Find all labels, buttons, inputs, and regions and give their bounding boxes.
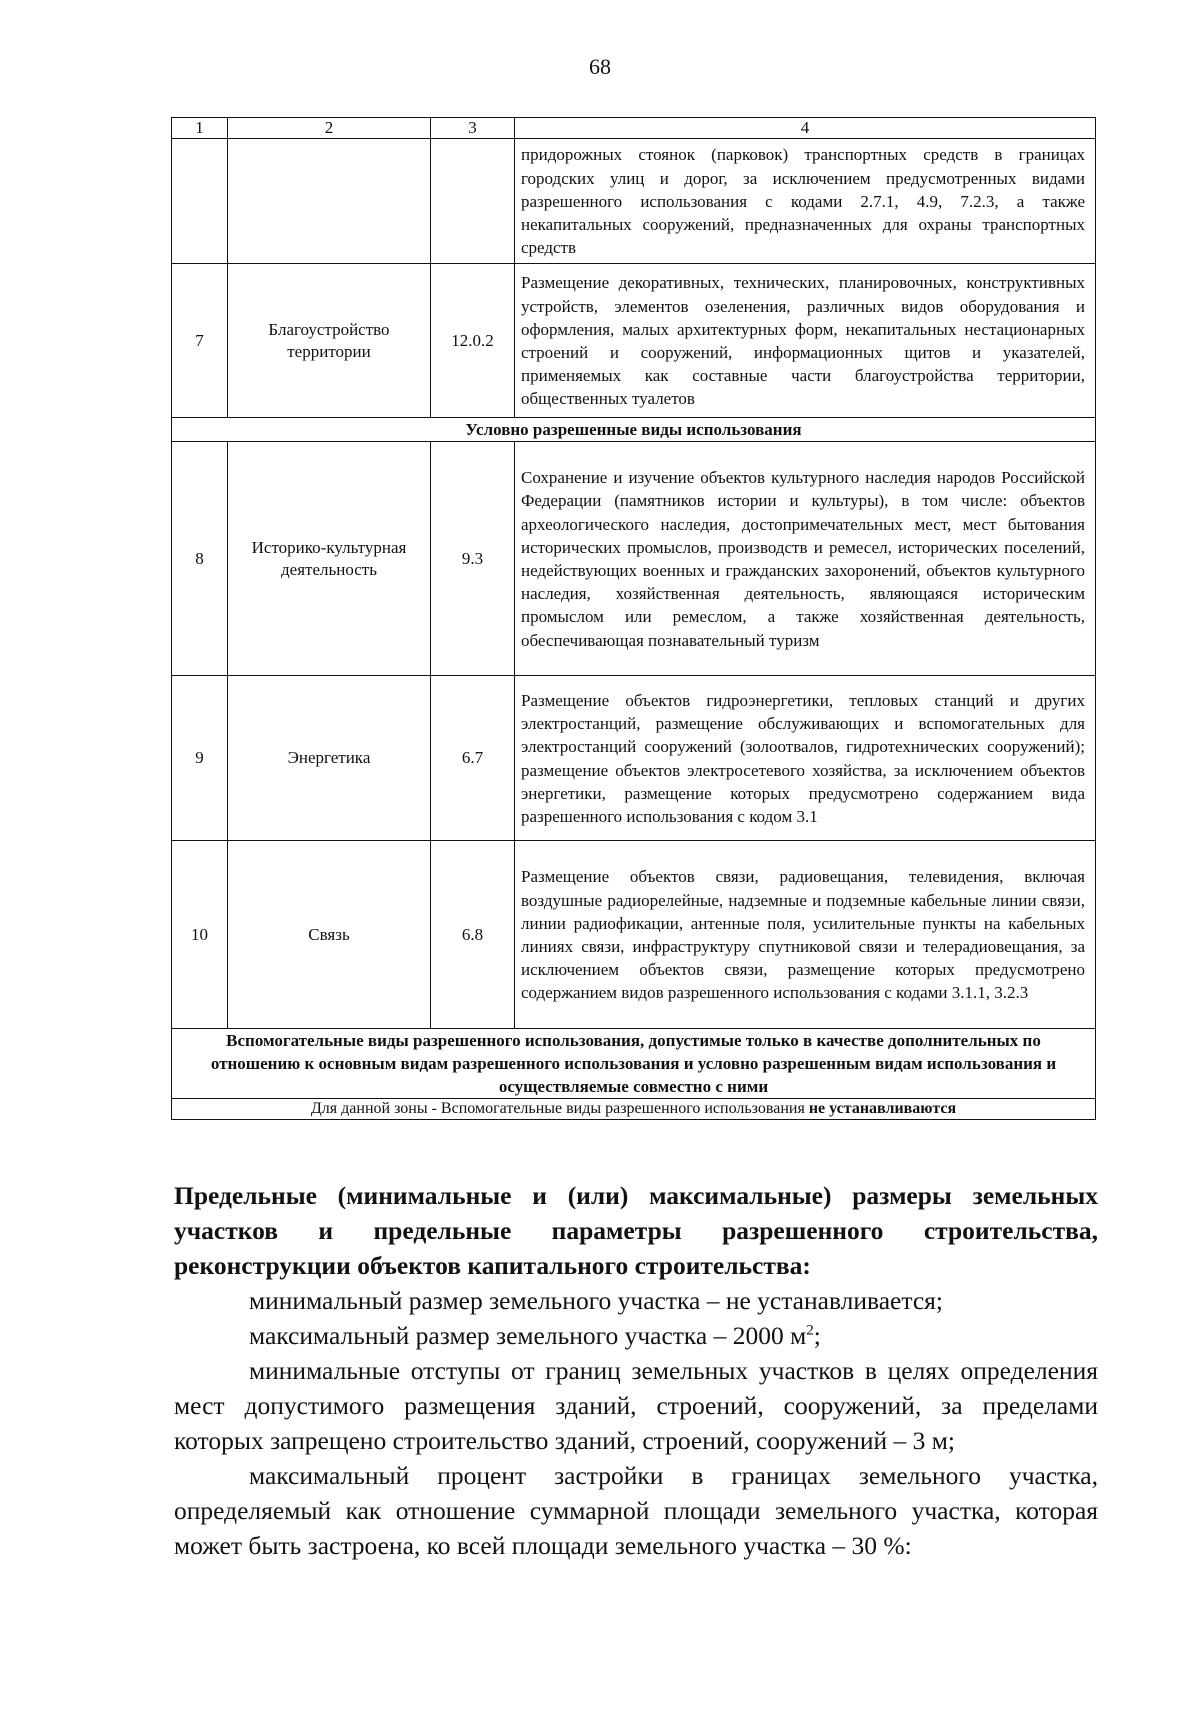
table-row <box>172 139 1096 264</box>
header-cell-1: 1 <box>172 118 228 139</box>
table-row <box>172 841 1096 1029</box>
max-plot-size <box>174 1318 1098 1353</box>
use-code: 6.7 <box>431 676 515 841</box>
limits-heading: Предельные (минимальные и (или) максимальные) размеры земельных участков и предельные параметры разрешенного строительства, реконструкции объектов капитального строительства: <box>174 1181 1098 1280</box>
use-description: Сохранение и изучение объектов культурного наследия народов Российской Федерации (памятников истории и культуры), в том числе: объектов археологического наследия, достопримечательных мест, мест бытования исторических промыслов, производств и ремесел, исторических поселений, недействующих военных и гражданских захоронений, объектов культурного наследия, хозяйственная деятельность, являющаяся историческим промыслом или ремеслом, а также хозяйственная деятельность, обеспечивающая познавательный туризм <box>515 442 1096 676</box>
section-auxiliary-title: Вспомогательные виды разрешенного использования, допустимые только в качестве дополнительных по отношению к основным видам разрешенного использования и условно разрешенным видам использования и осуществляемые совместно с ними <box>172 1029 1096 1099</box>
header-cell-4: 4 <box>515 118 1096 139</box>
permitted-use-table <box>171 117 1096 1120</box>
table-row <box>172 264 1096 418</box>
max-plot-size-text: максимальный размер земельного участка – 2000 м <box>249 1321 807 1350</box>
row-number <box>172 139 228 264</box>
use-code: 12.0.2 <box>431 264 515 418</box>
use-description: Размещение объектов связи, радиовещания, телевидения, включая воздушные радиорелейные, надземные и подземные кабельные линии связи, линии радиофикации, антенные поля, усилительные пункты на кабельных линиях связи, инфраструктуру спутниковой связи и телерадиовещания, за исключением объектов связи, размещение которых предусмотрено содержанием видов разрешенного использования с кодами 3.1.1, 3.2.3 <box>515 841 1096 1029</box>
table-header-row <box>172 118 1096 139</box>
zone-note-emphasis: не устанавливаются <box>808 1100 957 1117</box>
use-name: Благоустройство территории <box>228 264 431 418</box>
max-coverage: максимальный процент застройки в границах земельного участка, определяемый как отношение суммарной площади земельного участка, которая может быть застроена, ко всей площади земельного участка – 30 %: <box>174 1461 1098 1560</box>
section-row <box>172 1029 1096 1099</box>
table-row <box>172 676 1096 841</box>
use-code: 9.3 <box>431 442 515 676</box>
square-superscript: 2 <box>806 1322 814 1339</box>
section-conditional-title: Условно разрешенные виды использования <box>172 418 1096 442</box>
use-description: Размещение объектов гидроэнергетики, тепловых станций и других электростанций, размещение обслуживающих и вспомогательных для электростанций сооружений (золоотвалов, гидротехнических сооружений); размещение объектов электросетевого хозяйства, за исключением объектов энергетики, размещение которых предусмотрено содержанием вида разрешенного использования с кодом 3.1 <box>515 676 1096 841</box>
row-number: 9 <box>172 676 228 841</box>
table-row <box>172 442 1096 676</box>
page-number: 68 <box>589 54 611 79</box>
min-plot-size: минимальный размер земельного участка – не устанавливается; <box>249 1286 943 1315</box>
section-row <box>172 418 1096 442</box>
note-row <box>172 1099 1096 1120</box>
row-number: 10 <box>172 841 228 1029</box>
row-number: 8 <box>172 442 228 676</box>
zone-note <box>172 1099 1096 1120</box>
use-description: придорожных стоянок (парковок) транспортных средств в границах городских улиц и дорог, за исключением предусмотренных видами разрешенного использования с кодами 2.7.1, 4.9, 7.2.3, а также некапитальных сооружений, предназначенных для охраны транспортных средств <box>515 139 1096 264</box>
use-name: Связь <box>228 841 431 1029</box>
use-code <box>431 139 515 264</box>
header-cell-3: 3 <box>431 118 515 139</box>
use-name: Историко-культурная деятельность <box>228 442 431 676</box>
limits-section <box>174 1178 1098 1563</box>
min-setbacks: минимальные отступы от границ земельных участков в целях определения мест допустимого размещения зданий, строений, сооружений, за пределами которых запрещено строительство зданий, строений, сооружений – 3 м; <box>174 1356 1098 1455</box>
use-name <box>228 139 431 264</box>
use-description: Размещение декоративных, технических, планировочных, конструктивных устройств, элементов озеленения, различных видов оборудования и оформления, малых архитектурных форм, некапитальных нестационарных строений и сооружений, информационных щитов и указателей, применяемых как составные части благоустройства территории, общественных туалетов <box>515 264 1096 418</box>
use-name: Энергетика <box>228 676 431 841</box>
row-number: 7 <box>172 264 228 418</box>
use-code: 6.8 <box>431 841 515 1029</box>
zone-note-text: Для данной зоны - Вспомогательные виды разрешенного использования <box>310 1100 809 1117</box>
header-cell-2: 2 <box>228 118 431 139</box>
max-plot-size-end: ; <box>813 1321 821 1350</box>
